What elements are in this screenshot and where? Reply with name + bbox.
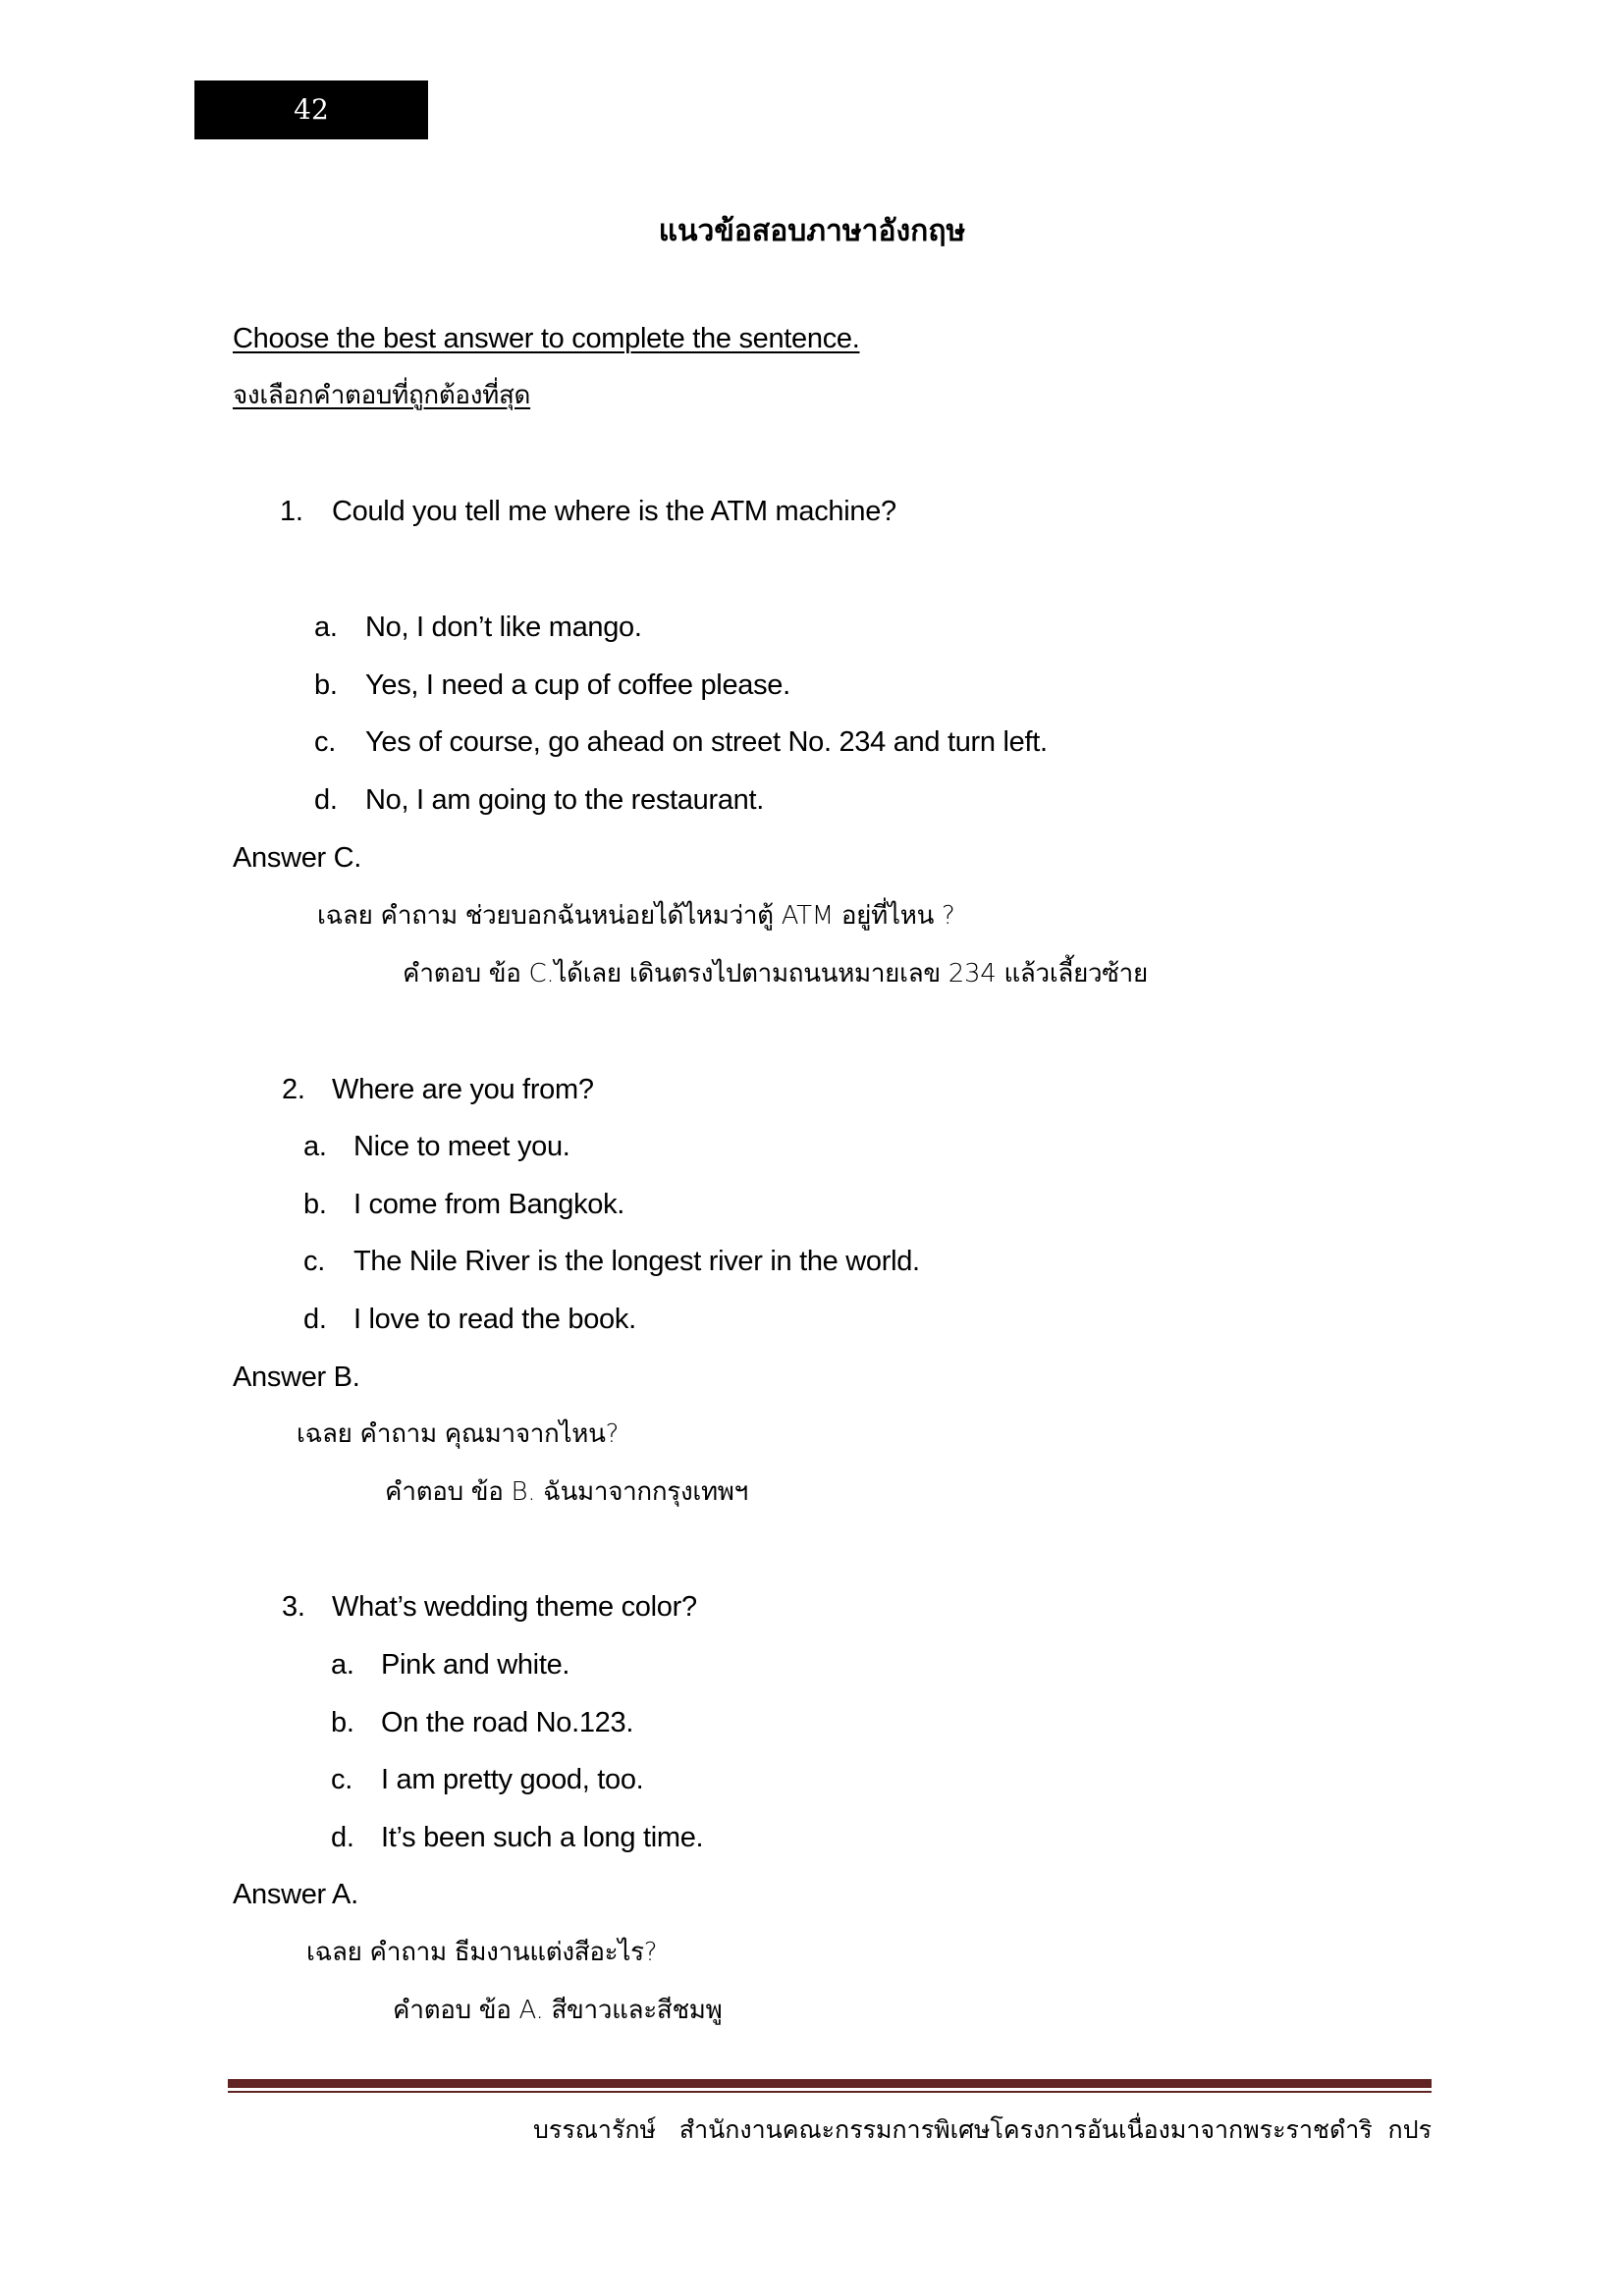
- option-letter: a.: [303, 1131, 327, 1162]
- answer-label: Answer C.: [233, 842, 362, 874]
- option-letter: c.: [331, 1764, 352, 1795]
- answer-label: Answer A.: [233, 1879, 358, 1910]
- question-number: 3.: [282, 1591, 305, 1623]
- option-text: I love to read the book.: [353, 1304, 636, 1335]
- page-title: แนวข้อสอบภาษาอังกฤษ: [658, 214, 966, 248]
- option-letter: c.: [303, 1246, 325, 1277]
- option-letter: d.: [303, 1304, 327, 1335]
- option-text: Pink and white.: [381, 1649, 570, 1681]
- question-number: 1.: [280, 496, 303, 527]
- footer-rule-thin: [228, 2091, 1432, 2093]
- option-letter: d.: [331, 1822, 354, 1853]
- option-letter: c.: [314, 726, 336, 758]
- option-letter: b.: [314, 669, 338, 701]
- option-text: No, I don’t like mango.: [365, 612, 642, 643]
- option-letter: b.: [331, 1707, 354, 1738]
- option-letter: a.: [331, 1649, 354, 1681]
- option-text: The Nile River is the longest river in the world.: [353, 1246, 920, 1277]
- explanation-answer: คำตอบ ข้อ A. สีขาวและสีชมพู: [393, 1996, 723, 2025]
- question-text: What’s wedding theme color?: [332, 1591, 697, 1623]
- answer-label: Answer B.: [233, 1362, 360, 1393]
- question-number: 2.: [282, 1074, 305, 1105]
- option-text: Yes of course, go ahead on street No. 234 and turn left.: [365, 726, 1048, 758]
- instructions-english: Choose the best answer to complete the sentence.: [233, 323, 860, 354]
- instructions-thai: จงเลือกคำตอบที่ถูกต้องที่สุด: [233, 381, 531, 410]
- option-text: On the road No.123.: [381, 1707, 634, 1738]
- footer-rule-thick: [228, 2079, 1432, 2088]
- option-text: I come from Bangkok.: [353, 1189, 625, 1220]
- explanation-answer: คำตอบ ข้อ B. ฉันมาจากกรุงเทพฯ: [385, 1477, 748, 1507]
- option-text: No, I am going to the restaurant.: [365, 784, 764, 816]
- option-text: Nice to meet you.: [353, 1131, 570, 1162]
- page-number: 42: [294, 93, 329, 126]
- explanation-question: เฉลย คำถาม ช่วยบอกฉันหน่อยได้ไหมว่าตู้ ATM อยู่ที่ไหน ?: [317, 901, 955, 931]
- explanation-question: เฉลย คำถาม ธีมงานแต่งสีอะไร?: [306, 1938, 658, 1967]
- question-text: Could you tell me where is the ATM machine?: [332, 496, 896, 527]
- question-text: Where are you from?: [332, 1074, 594, 1105]
- page-number-box: [194, 80, 428, 139]
- option-text: Yes, I need a cup of coffee please.: [365, 669, 790, 701]
- option-letter: b.: [303, 1189, 327, 1220]
- explanation-question: เฉลย คำถาม คุณมาจากไหน?: [297, 1419, 620, 1449]
- option-text: It’s been such a long time.: [381, 1822, 704, 1853]
- option-letter: d.: [314, 784, 338, 816]
- explanation-answer: คำตอบ ข้อ C.ได้เลย เดินตรงไปตามถนนหมายเลข 234 แล้วเลี้ยวซ้าย: [403, 959, 1148, 988]
- option-letter: a.: [314, 612, 338, 643]
- footer-text: บรรณารักษ์ สำนักงานคณะกรรมการพิเศษโครงการอันเนื่องมาจากพระราชดำริ กปร: [533, 2115, 1432, 2144]
- option-text: I am pretty good, too.: [381, 1764, 644, 1795]
